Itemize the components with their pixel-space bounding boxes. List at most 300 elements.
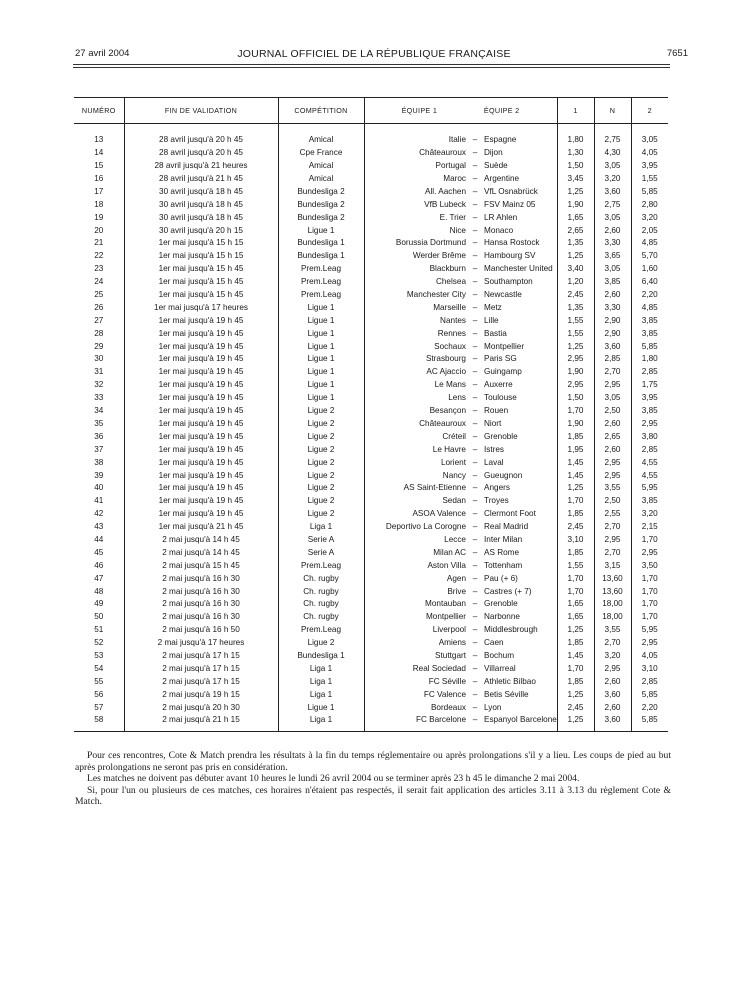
- row-cote-1: 1,45: [557, 650, 594, 663]
- row-number: 45: [94, 547, 104, 557]
- col-header-fin-validation: FIN DE VALIDATION: [124, 98, 278, 124]
- row-number: 35: [94, 418, 104, 428]
- row-dash: –: [472, 663, 478, 673]
- row-fin-validation: 1er mai jusqu'à 19 h 45: [124, 469, 278, 482]
- row-cote-n: 3,05: [594, 263, 631, 276]
- row-dash: –: [472, 406, 478, 416]
- table-row: [74, 650, 668, 663]
- col-header-equipe2: ÉQUIPE 2: [483, 105, 520, 115]
- row-fin-validation: 2 mai jusqu'à 16 h 30: [124, 585, 278, 598]
- row-competition: Ligue 1: [278, 379, 364, 392]
- row-competition: Prem.Leag: [278, 289, 364, 302]
- row-cote-2: 5,85: [631, 186, 668, 199]
- row-equipe2: Troyes: [484, 496, 509, 506]
- row-fin-validation: 1er mai jusqu'à 17 heures: [124, 302, 278, 315]
- row-equipe2: Argentine: [484, 174, 520, 184]
- row-cote-2: 2,05: [631, 224, 668, 237]
- row-competition: Ch. rugby: [278, 572, 364, 585]
- row-cote-n: 3,60: [594, 340, 631, 353]
- row-cote-2: 3,95: [631, 392, 668, 405]
- row-equipe1: Châteauroux: [364, 418, 468, 431]
- table-row: [74, 559, 668, 572]
- row-dash: –: [472, 612, 478, 622]
- row-equipe1: Nice: [364, 224, 468, 237]
- table-row: [74, 456, 668, 469]
- row-competition: Amical: [278, 173, 364, 186]
- table-row: [74, 340, 668, 353]
- row-dash: –: [472, 277, 478, 287]
- row-cote-2: 3,05: [631, 134, 668, 147]
- row-cote-2: 2,20: [631, 701, 668, 714]
- row-equipe2: Angers: [484, 483, 510, 493]
- row-cote-1: 1,70: [557, 405, 594, 418]
- row-equipe2: Auxerre: [484, 380, 513, 390]
- row-equipe1: Strasbourg: [364, 353, 468, 366]
- row-number: 16: [94, 174, 104, 184]
- row-competition: Ligue 2: [278, 418, 364, 431]
- row-number: 13: [94, 135, 104, 145]
- row-cote-n: 3,55: [594, 624, 631, 637]
- row-competition: Liga 1: [278, 714, 364, 731]
- row-cote-n: 3,15: [594, 559, 631, 572]
- row-cote-1: 1,50: [557, 392, 594, 405]
- row-equipe2: Newcastle: [484, 290, 522, 300]
- table-row: [74, 675, 668, 688]
- row-cote-2: 3,50: [631, 559, 668, 572]
- row-competition: Ligue 2: [278, 469, 364, 482]
- row-number: 20: [94, 225, 104, 235]
- col-header-equipes: [364, 98, 557, 124]
- row-equipe2: Hambourg SV: [484, 251, 536, 261]
- row-cote-1: 1,70: [557, 585, 594, 598]
- row-cote-n: 3,60: [594, 688, 631, 701]
- row-equipe1: Liverpool: [364, 624, 468, 637]
- row-equipe1: Real Sociedad: [364, 663, 468, 676]
- table-row: [74, 469, 668, 482]
- row-dash: –: [472, 431, 478, 441]
- table-row: [74, 572, 668, 585]
- row-equipe2: Grenoble: [484, 431, 518, 441]
- table-body: [74, 124, 668, 732]
- row-equipe2: Lyon: [484, 702, 502, 712]
- row-fin-validation: 1er mai jusqu'à 19 h 45: [124, 340, 278, 353]
- header-rule: [73, 64, 670, 65]
- row-cote-n: 3,55: [594, 482, 631, 495]
- row-equipe1: Brive: [364, 585, 468, 598]
- row-competition: Ch. rugby: [278, 585, 364, 598]
- table-row: [74, 134, 668, 147]
- row-dash: –: [472, 573, 478, 583]
- row-cote-n: 2,55: [594, 508, 631, 521]
- row-competition: Amical: [278, 160, 364, 173]
- row-cote-1: 1,70: [557, 572, 594, 585]
- row-fin-validation: 2 mai jusqu'à 20 h 30: [124, 701, 278, 714]
- row-dash: –: [472, 328, 478, 338]
- row-equipe2: Monaco: [484, 225, 514, 235]
- row-competition: Prem.Leag: [278, 559, 364, 572]
- table-spacer-row: [74, 124, 668, 135]
- row-number: 26: [94, 302, 104, 312]
- row-cote-2: 2,80: [631, 198, 668, 211]
- row-number: 17: [94, 186, 104, 196]
- row-number: 22: [94, 251, 104, 261]
- row-equipe2: Tottenham: [484, 560, 523, 570]
- row-cote-1: 1,25: [557, 482, 594, 495]
- row-number: 44: [94, 534, 104, 544]
- footer-notes: [75, 750, 671, 808]
- row-equipe1: All. Aachen: [364, 186, 468, 199]
- row-competition: Ligue 2: [278, 508, 364, 521]
- row-dash: –: [472, 650, 478, 660]
- row-number: 19: [94, 212, 104, 222]
- row-competition: Prem.Leag: [278, 276, 364, 289]
- table-row: [74, 443, 668, 456]
- row-fin-validation: 2 mai jusqu'à 17 h 15: [124, 650, 278, 663]
- row-dash: –: [468, 714, 482, 731]
- row-equipe1: Manchester City: [364, 289, 468, 302]
- row-cote-1: 2,95: [557, 379, 594, 392]
- row-number: 51: [94, 625, 104, 635]
- row-dash: –: [472, 186, 478, 196]
- row-cote-n: 2,95: [594, 663, 631, 676]
- row-fin-validation: 1er mai jusqu'à 15 h 15: [124, 250, 278, 263]
- col-header-equipe1: ÉQUIPE 1: [401, 105, 438, 115]
- row-cote-2: 3,85: [631, 314, 668, 327]
- row-dash: –: [472, 380, 478, 390]
- row-cote-1: 1,45: [557, 456, 594, 469]
- row-cote-2: 4,05: [631, 650, 668, 663]
- row-equipe2: Lille: [484, 315, 499, 325]
- row-competition: Ligue 1: [278, 327, 364, 340]
- row-fin-validation: 28 avril jusqu'à 20 h 45: [124, 134, 278, 147]
- row-dash: –: [472, 560, 478, 570]
- row-equipe2: Inter Milan: [484, 534, 523, 544]
- row-cote-1: 1,95: [557, 443, 594, 456]
- row-equipe2: Manchester United: [484, 264, 553, 274]
- row-dash: –: [472, 251, 478, 261]
- row-number: 33: [94, 393, 104, 403]
- table-row: [74, 405, 668, 418]
- row-equipe1: Le Havre: [364, 443, 468, 456]
- row-equipe1: Maroc: [364, 173, 468, 186]
- row-equipe2: Espagne: [484, 135, 517, 145]
- row-cote-2: 2,85: [631, 675, 668, 688]
- row-cote-2: 1,75: [631, 379, 668, 392]
- row-fin-validation: 28 avril jusqu'à 20 h 45: [124, 147, 278, 160]
- row-equipe1: Montauban: [364, 598, 468, 611]
- table-row: [74, 160, 668, 173]
- row-cote-2: 1,55: [631, 173, 668, 186]
- row-number: 29: [94, 341, 104, 351]
- row-fin-validation: 1er mai jusqu'à 15 h 45: [124, 276, 278, 289]
- row-cote-1: 1,25: [557, 714, 594, 731]
- row-dash: –: [472, 496, 478, 506]
- table-row: [74, 521, 668, 534]
- row-dash: –: [472, 290, 478, 300]
- row-dash: –: [472, 483, 478, 493]
- row-competition: Serie A: [278, 534, 364, 547]
- row-cote-n: 2,70: [594, 521, 631, 534]
- row-cote-1: 1,50: [557, 160, 594, 173]
- row-dash: –: [472, 367, 478, 377]
- row-cote-n: 2,60: [594, 675, 631, 688]
- row-number: 50: [94, 612, 104, 622]
- row-cote-n: 2,95: [594, 534, 631, 547]
- row-cote-1: 1,70: [557, 495, 594, 508]
- row-cote-2: 1,70: [631, 534, 668, 547]
- row-competition: Liga 1: [278, 675, 364, 688]
- row-dash: –: [472, 212, 478, 222]
- table-header-row: [74, 98, 668, 124]
- row-equipe1: Portugal: [364, 160, 468, 173]
- table-row: [74, 495, 668, 508]
- row-competition: Ligue 2: [278, 405, 364, 418]
- row-equipe1: Amiens: [364, 637, 468, 650]
- row-cote-1: 2,45: [557, 521, 594, 534]
- row-cote-1: 3,45: [557, 173, 594, 186]
- row-competition: Amical: [278, 134, 364, 147]
- row-cote-2: 2,85: [631, 443, 668, 456]
- row-equipe1: Montpellier: [364, 611, 468, 624]
- row-competition: Ligue 1: [278, 353, 364, 366]
- row-cote-2: 4,85: [631, 302, 668, 315]
- row-cote-2: 5,95: [631, 482, 668, 495]
- row-cote-1: 1,55: [557, 327, 594, 340]
- table-row: [74, 263, 668, 276]
- row-equipe1: Sedan: [364, 495, 468, 508]
- row-cote-2: 3,85: [631, 327, 668, 340]
- row-cote-2: 4,55: [631, 456, 668, 469]
- row-equipe2: Caen: [484, 638, 504, 648]
- row-cote-n: 2,85: [594, 353, 631, 366]
- row-cote-2: 3,20: [631, 211, 668, 224]
- row-equipe1: FC Barcelone: [364, 714, 468, 731]
- row-number: 28: [94, 328, 104, 338]
- row-fin-validation: 1er mai jusqu'à 19 h 45: [124, 508, 278, 521]
- row-number: 25: [94, 290, 104, 300]
- row-dash: –: [472, 341, 478, 351]
- row-cote-2: 3,85: [631, 405, 668, 418]
- row-cote-n: 2,60: [594, 701, 631, 714]
- row-dash: –: [472, 547, 478, 557]
- row-competition: Bundesliga 1: [278, 237, 364, 250]
- row-equipe1: ASOA Valence: [364, 508, 468, 521]
- row-number: 53: [94, 650, 104, 660]
- row-equipe1: FC Séville: [364, 675, 468, 688]
- row-equipe1: Lorient: [364, 456, 468, 469]
- row-cote-n: 2,50: [594, 405, 631, 418]
- row-number: 37: [94, 444, 104, 454]
- row-equipe2: Southampton: [484, 277, 533, 287]
- row-cote-n: 2,70: [594, 547, 631, 560]
- row-equipe2: Metz: [484, 302, 502, 312]
- row-equipe1: Lens: [364, 392, 468, 405]
- row-equipe2: Narbonne: [484, 612, 520, 622]
- row-equipe2: Athletic Bilbao: [484, 676, 536, 686]
- row-number: 40: [94, 483, 104, 493]
- row-fin-validation: 2 mai jusqu'à 16 h 50: [124, 624, 278, 637]
- row-number: 41: [94, 496, 104, 506]
- table-row: [74, 379, 668, 392]
- row-cote-2: 5,85: [631, 688, 668, 701]
- row-number: 42: [94, 509, 104, 519]
- row-dash: –: [472, 599, 478, 609]
- row-fin-validation: 2 mai jusqu'à 17 h 15: [124, 675, 278, 688]
- row-fin-validation: 30 avril jusqu'à 20 h 15: [124, 224, 278, 237]
- row-dash: –: [472, 315, 478, 325]
- row-cote-n: 18,00: [594, 598, 631, 611]
- row-competition: Bundesliga 2: [278, 211, 364, 224]
- row-cote-n: 2,60: [594, 224, 631, 237]
- row-cote-1: 1,35: [557, 237, 594, 250]
- row-fin-validation: 30 avril jusqu'à 18 h 45: [124, 186, 278, 199]
- row-number: 58: [74, 714, 124, 731]
- row-competition: Ligue 2: [278, 443, 364, 456]
- table-row: [74, 147, 668, 160]
- row-equipe2: Clermont Foot: [484, 509, 536, 519]
- table-row: [74, 224, 668, 237]
- table-row: [74, 508, 668, 521]
- table-row: [74, 327, 668, 340]
- row-cote-2: 1,70: [631, 611, 668, 624]
- row-equipe1: Aston Villa: [364, 559, 468, 572]
- row-fin-validation: 1er mai jusqu'à 15 h 45: [124, 263, 278, 276]
- row-dash: –: [472, 264, 478, 274]
- row-cote-n: 3,60: [594, 714, 631, 731]
- row-fin-validation: 2 mai jusqu'à 14 h 45: [124, 547, 278, 560]
- row-dash: –: [472, 174, 478, 184]
- footer-paragraph: Les matches ne doivent pas débuter avant 10 heures le lundi 26 avril 2004 ou se terminer après 23 h 45 le dimanche 2 mai 2004.: [87, 773, 580, 784]
- row-cote-2: 6,40: [631, 276, 668, 289]
- row-cote-2: 5,85: [631, 714, 668, 731]
- row-number: 43: [94, 522, 104, 532]
- row-cote-n: 3,05: [594, 211, 631, 224]
- col-header-competition: COMPÉTITION: [278, 98, 364, 124]
- header-date: 27 avril 2004: [75, 48, 130, 59]
- row-dash: –: [472, 135, 478, 145]
- row-fin-validation: 2 mai jusqu'à 19 h 15: [124, 688, 278, 701]
- row-equipe2: Istres: [484, 444, 505, 454]
- row-equipe1: Borussia Dortmund: [364, 237, 468, 250]
- row-cote-n: 2,90: [594, 327, 631, 340]
- row-cote-n: 13,60: [594, 585, 631, 598]
- row-cote-1: 1,55: [557, 559, 594, 572]
- row-cote-1: 1,85: [557, 430, 594, 443]
- row-equipe2: Dijon: [484, 148, 503, 158]
- row-cote-1: 1,90: [557, 418, 594, 431]
- row-cote-n: 3,20: [594, 650, 631, 663]
- row-equipe1: Sochaux: [364, 340, 468, 353]
- row-equipe1: Deportivo La Corogne: [364, 521, 468, 534]
- row-equipe2: Pau (+ 6): [484, 573, 518, 583]
- row-equipe1: Italie: [364, 134, 468, 147]
- row-competition: Ligue 2: [278, 637, 364, 650]
- row-cote-n: 3,05: [594, 160, 631, 173]
- row-cote-n: 18,00: [594, 611, 631, 624]
- row-cote-1: 2,45: [557, 701, 594, 714]
- row-dash: –: [472, 199, 478, 209]
- table-row: [74, 366, 668, 379]
- row-equipe1: AC Ajaccio: [364, 366, 468, 379]
- row-number: 52: [94, 638, 104, 648]
- row-fin-validation: 28 avril jusqu'à 21 heures: [124, 160, 278, 173]
- table-row: [74, 237, 668, 250]
- row-cote-1: 1,25: [557, 688, 594, 701]
- row-number: 18: [94, 199, 104, 209]
- row-dash: –: [472, 444, 478, 454]
- row-competition: Bundesliga 2: [278, 186, 364, 199]
- row-fin-validation: 1er mai jusqu'à 19 h 45: [124, 456, 278, 469]
- row-cote-n: 3,85: [594, 276, 631, 289]
- row-cote-n: 3,05: [594, 392, 631, 405]
- row-dash: –: [472, 470, 478, 480]
- row-dash: –: [472, 509, 478, 519]
- table-row: [74, 547, 668, 560]
- row-cote-2: 5,95: [631, 624, 668, 637]
- row-equipe2: AS Rome: [484, 547, 520, 557]
- row-dash: –: [472, 534, 478, 544]
- row-fin-validation: 1er mai jusqu'à 19 h 45: [124, 314, 278, 327]
- odds-table: [74, 97, 668, 732]
- row-dash: –: [472, 238, 478, 248]
- row-cote-2: 1,70: [631, 572, 668, 585]
- row-competition: Ligue 1: [278, 302, 364, 315]
- row-equipe2: LR Ahlen: [484, 212, 518, 222]
- row-competition: Ligue 2: [278, 430, 364, 443]
- row-cote-2: 3,10: [631, 663, 668, 676]
- row-equipe1: E. Trier: [364, 211, 468, 224]
- row-cote-1: 1,65: [557, 598, 594, 611]
- row-cote-2: 1,70: [631, 598, 668, 611]
- row-fin-validation: 2 mai jusqu'à 14 h 45: [124, 534, 278, 547]
- row-cote-1: 1,25: [557, 624, 594, 637]
- row-cote-n: 4,30: [594, 147, 631, 160]
- table-row: [74, 585, 668, 598]
- row-number: 21: [94, 238, 104, 248]
- row-fin-validation: 2 mai jusqu'à 16 h 30: [124, 598, 278, 611]
- row-number: 48: [94, 586, 104, 596]
- row-equipe2: Espanyol Barcelone: [482, 714, 557, 731]
- row-equipe1: Créteil: [364, 430, 468, 443]
- row-cote-n: 13,60: [594, 572, 631, 585]
- row-cote-1: 1,90: [557, 198, 594, 211]
- row-equipe2: Betis Séville: [484, 689, 529, 699]
- row-competition: Ligue 2: [278, 456, 364, 469]
- row-equipe2: Toulouse: [484, 393, 517, 403]
- row-fin-validation: 30 avril jusqu'à 18 h 45: [124, 211, 278, 224]
- row-cote-1: 1,65: [557, 211, 594, 224]
- row-cote-n: 2,75: [594, 198, 631, 211]
- row-fin-validation: 30 avril jusqu'à 18 h 45: [124, 198, 278, 211]
- row-cote-1: 1,85: [557, 508, 594, 521]
- row-cote-n: 2,65: [594, 430, 631, 443]
- row-equipe1: Lecce: [364, 534, 468, 547]
- row-number: 23: [94, 264, 104, 274]
- row-competition: Bundesliga 1: [278, 650, 364, 663]
- row-cote-2: 2,95: [631, 418, 668, 431]
- row-equipe2: VfL Osnabrück: [484, 186, 538, 196]
- row-dash: –: [472, 148, 478, 158]
- row-fin-validation: 2 mai jusqu'à 16 h 30: [124, 611, 278, 624]
- row-dash: –: [472, 522, 478, 532]
- row-equipe2: Suède: [484, 161, 508, 171]
- row-cote-1: 1,20: [557, 276, 594, 289]
- row-cote-1: 1,70: [557, 663, 594, 676]
- row-fin-validation: 1er mai jusqu'à 19 h 45: [124, 392, 278, 405]
- row-competition: Liga 1: [278, 521, 364, 534]
- row-cote-2: 3,20: [631, 508, 668, 521]
- row-cote-1: 3,40: [557, 263, 594, 276]
